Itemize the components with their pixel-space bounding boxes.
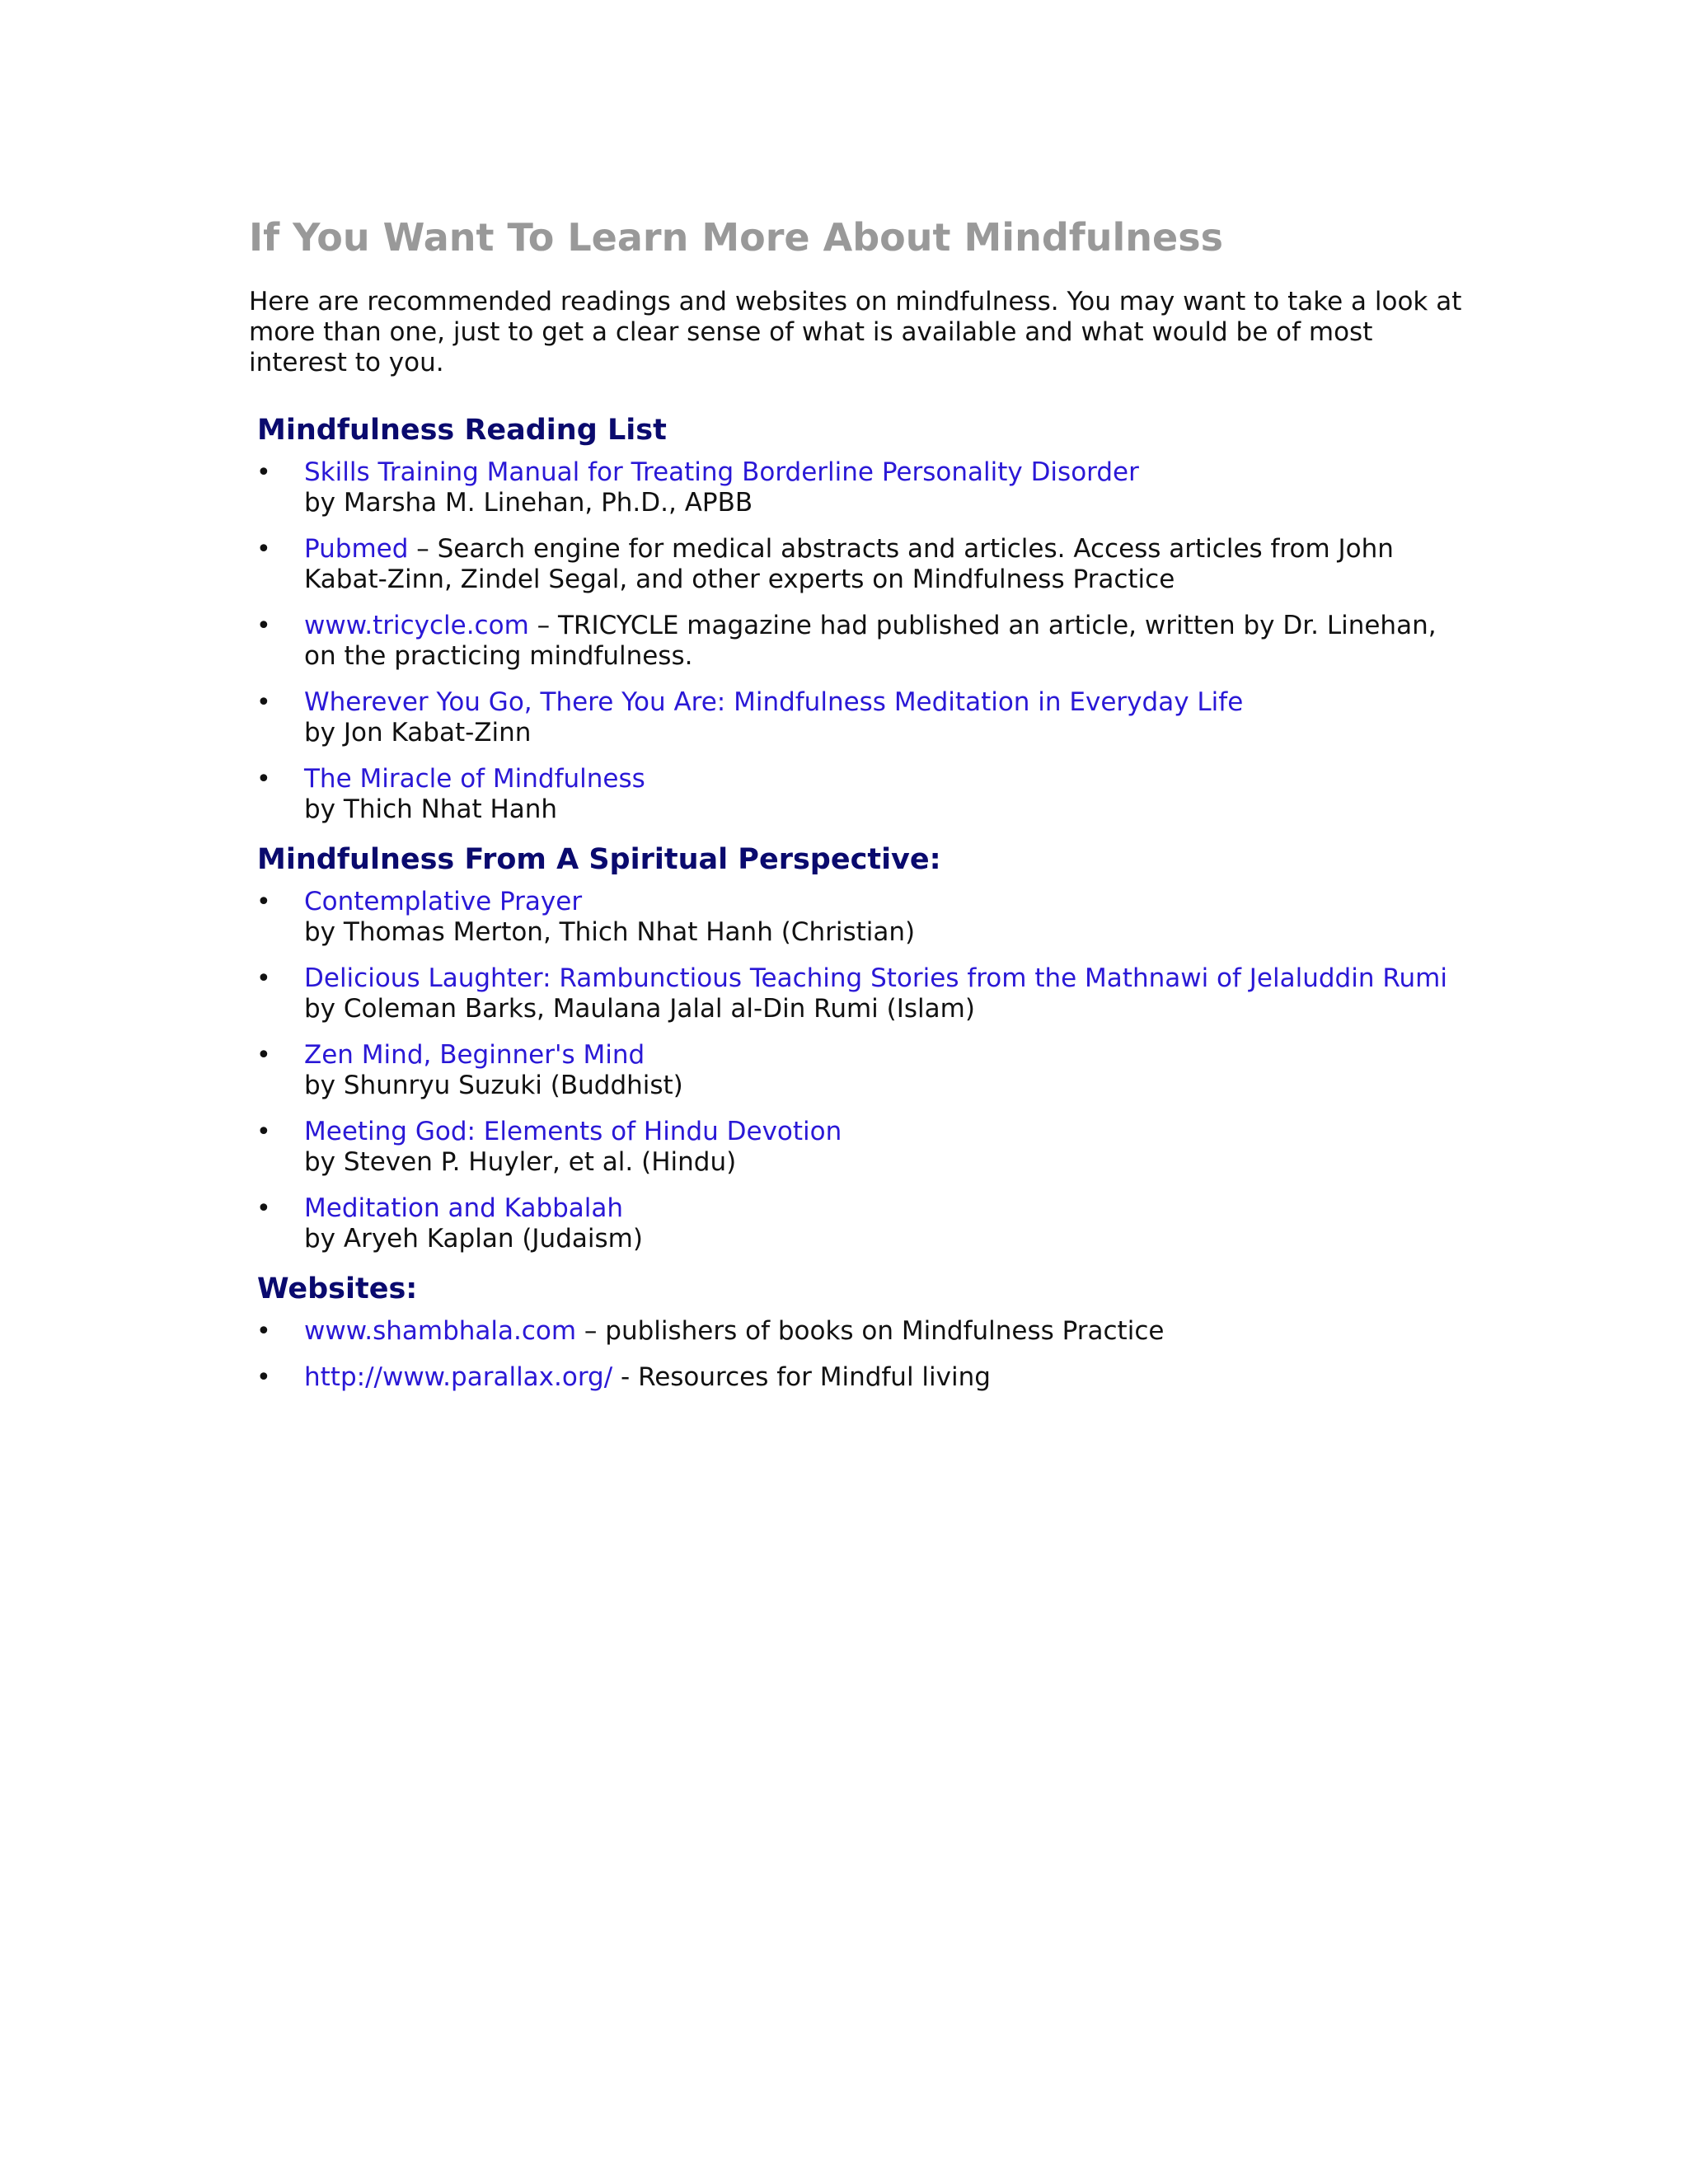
bullet-icon: • — [256, 1363, 271, 1392]
list-item — [249, 1193, 1452, 1254]
list-item — [249, 457, 1452, 518]
bullet-icon: • — [256, 458, 271, 487]
list-item — [249, 687, 1452, 748]
item-description-continued: on the practicing mindfulness. — [304, 641, 693, 671]
websites-heading: Websites: — [257, 1272, 418, 1305]
list-item — [249, 963, 1452, 1024]
book-link[interactable]: The Miracle of Mindfulness — [304, 764, 645, 794]
item-description: - Resources for Mindful living — [612, 1362, 991, 1392]
book-link[interactable]: Contemplative Prayer — [304, 887, 583, 916]
item-author: by Shunryu Suzuki (Buddhist) — [304, 1071, 683, 1100]
item-author: by Steven P. Huyler, et al. (Hindu) — [304, 1147, 737, 1177]
item-description: – Search engine for medical abstracts and articles. Access articles from John — [408, 534, 1394, 564]
item-author: by Thomas Merton, Thich Nhat Hanh (Christian) — [304, 917, 916, 947]
book-link[interactable]: Delicious Laughter: Rambunctious Teaching Stories from the Mathnawi of Jelaluddin Rumi — [304, 963, 1447, 993]
list-item — [249, 887, 1452, 948]
bullet-icon: • — [256, 612, 271, 640]
tricycle-link[interactable]: www.tricycle.com — [304, 611, 529, 640]
item-description-continued: Kabat-Zinn, Zindel Segal, and other experts on Mindfulness Practice — [304, 565, 1175, 594]
item-author: by Jon Kabat-Zinn — [304, 718, 532, 748]
websites-list — [249, 1316, 1452, 1393]
bullet-icon: • — [256, 1041, 271, 1070]
intro-line: interest to you. — [249, 348, 444, 377]
page-title: If You Want To Learn More About Mindfulness — [249, 215, 1223, 260]
shambhala-link[interactable]: www.shambhala.com — [304, 1316, 577, 1346]
bullet-icon: • — [256, 688, 271, 717]
item-author: by Marsha M. Linehan, Ph.D., APBB — [304, 488, 753, 518]
list-item — [249, 764, 1452, 825]
book-link[interactable]: Zen Mind, Beginner's Mind — [304, 1040, 645, 1070]
item-author: by Coleman Barks, Maulana Jalal al-Din Rumi (Islam) — [304, 994, 975, 1024]
list-item — [249, 1362, 1452, 1393]
pubmed-link[interactable]: Pubmed — [304, 534, 409, 564]
bullet-icon: • — [256, 535, 271, 564]
parallax-link[interactable]: http://www.parallax.org/ — [304, 1362, 613, 1392]
bullet-icon: • — [256, 888, 271, 916]
intro-paragraph — [249, 287, 1462, 378]
list-item — [249, 534, 1452, 595]
spiritual-list — [249, 887, 1452, 1254]
bullet-icon: • — [256, 765, 271, 794]
item-description: – TRICYCLE magazine had published an article, written by Dr. Linehan, — [528, 611, 1437, 640]
reading-list-heading: Mindfulness Reading List — [257, 414, 667, 447]
bullet-icon: • — [256, 1317, 271, 1346]
reading-list — [249, 457, 1452, 825]
spiritual-heading: Mindfulness From A Spiritual Perspective: — [257, 843, 941, 876]
list-item — [249, 1117, 1452, 1178]
item-description: – publishers of books on Mindfulness Practice — [576, 1316, 1165, 1346]
bullet-icon: • — [256, 964, 271, 993]
bullet-icon: • — [256, 1194, 271, 1223]
intro-line: more than one, just to get a clear sense of what is available and what would be of most — [249, 317, 1373, 347]
book-link[interactable]: Skills Training Manual for Treating Borderline Personality Disorder — [304, 457, 1139, 487]
document-page — [249, 213, 1462, 1408]
list-item — [249, 1040, 1452, 1101]
item-author: by Aryeh Kaplan (Judaism) — [304, 1224, 643, 1254]
intro-line: Here are recommended readings and websites on mindfulness. You may want to take a look at — [249, 287, 1462, 316]
bullet-icon: • — [256, 1118, 271, 1146]
list-item — [249, 611, 1452, 672]
book-link[interactable]: Meditation and Kabbalah — [304, 1193, 624, 1223]
book-link[interactable]: Wherever You Go, There You Are: Mindfulness Meditation in Everyday Life — [304, 687, 1244, 717]
list-item — [249, 1316, 1452, 1347]
item-author: by Thich Nhat Hanh — [304, 794, 558, 824]
book-link[interactable]: Meeting God: Elements of Hindu Devotion — [304, 1117, 842, 1146]
